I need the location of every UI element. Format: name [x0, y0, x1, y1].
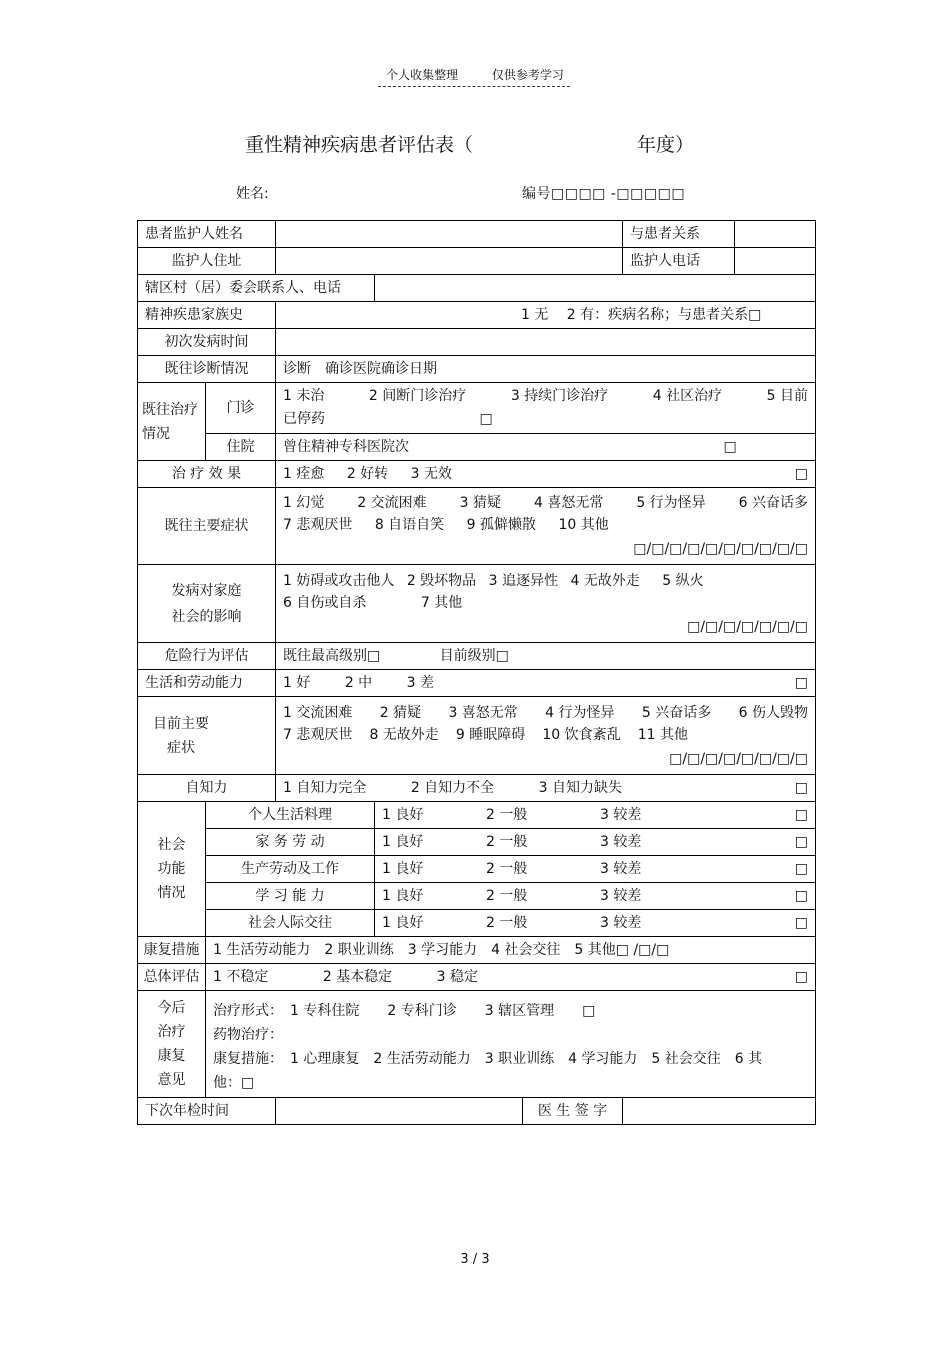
living-opt-1: 1 好 [283, 675, 311, 691]
guardian-addr-label: 监护人住址 [138, 248, 276, 275]
current-symptoms-checkboxes[interactable]: □/□/□/□/□/□/□/□ [669, 750, 808, 767]
inpatient-checkbox[interactable]: □ [723, 439, 737, 455]
guardian-name-field[interactable] [276, 221, 623, 248]
current-symptom-8: 8 无故外走 [369, 726, 439, 743]
current-symptom-7: 7 悲观厌世 [283, 726, 353, 743]
first-onset-field[interactable] [276, 329, 816, 356]
relation-label: 与患者关系 [623, 221, 735, 248]
social-item-name: 个人生活料理 [206, 802, 375, 829]
social-item-value[interactable] [375, 910, 816, 937]
current-symptom-10: 10 饮食紊乱 [542, 726, 621, 743]
past-symptom-7: 7 悲观厌世 [283, 517, 353, 533]
impact-opt-4: 4 无故外走 [570, 572, 640, 589]
code-label: 编号□□□□ -□□□□□ [522, 186, 686, 202]
social-item-name: 生产劳动及工作 [206, 856, 375, 883]
name-label: 姓名: [236, 186, 269, 202]
effect-value[interactable] [276, 461, 816, 488]
current-symptom-9: 9 睡眠障碍 [455, 726, 526, 743]
past-symptom-3: 3 猜疑 [459, 495, 502, 511]
living-checkbox[interactable]: □ [794, 675, 808, 691]
family-history-label: 精神疾患家族史 [138, 302, 276, 329]
insight-label: 自知力 [138, 775, 276, 802]
outpatient-label: 门诊 [206, 383, 276, 434]
social-checkbox[interactable]: □ [794, 915, 808, 931]
outpatient-value[interactable] [276, 383, 816, 434]
living-label: 生活和劳动能力 [138, 670, 276, 697]
future-medication: 药物治疗： [213, 1027, 283, 1043]
outpatient-opt-3: 3 持续门诊治疗 [510, 388, 609, 404]
social-item-name: 家 务 劳 动 [206, 829, 375, 856]
page-number: 3 / 3 [460, 1252, 490, 1267]
effect-opt-2: 2 好转 [346, 466, 389, 482]
social-checkbox[interactable]: □ [794, 807, 808, 823]
future-label-line3: 康复 [157, 1048, 186, 1064]
effect-label: 治 疗 效 果 [138, 461, 276, 488]
effect-checkbox[interactable]: □ [794, 466, 808, 482]
impact-label-line1: 发病对家庭 [171, 582, 242, 599]
social-opt-fair: 2 一般 [486, 807, 528, 823]
overall-label: 总体评估 [138, 964, 206, 991]
relation-field[interactable] [735, 221, 816, 248]
current-symptoms-label-line2: 症状 [167, 739, 195, 756]
social-label [138, 802, 206, 937]
social-checkbox[interactable]: □ [794, 834, 808, 850]
impact-label-line2: 社会的影响 [171, 608, 242, 625]
risk-value[interactable] [276, 643, 816, 670]
form-title [245, 130, 695, 157]
future-treatment-form: 治疗形式： 1 专科住院 2 专科门诊 3 辖区管理 □ [213, 1003, 596, 1019]
social-opt-poor: 3 较差 [600, 834, 642, 850]
inpatient-value[interactable] [276, 434, 816, 461]
current-symptom-6: 6 伤人毁物 [738, 704, 808, 721]
current-symptom-5: 5 兴奋话多 [641, 704, 712, 721]
social-opt-good: 1 良好 [382, 915, 424, 931]
impact-opt-5: 5 纵火 [662, 572, 704, 589]
treatment-label: 既往治疗情况 [138, 383, 206, 461]
future-label-line1: 今后 [157, 1000, 186, 1016]
guardian-phone-field[interactable] [735, 248, 816, 275]
past-symptom-2: 2 交流困难 [357, 495, 427, 511]
effect-opt-1: 1 痊愈 [283, 466, 325, 482]
insight-opt-3: 3 自知力缺失 [538, 780, 622, 796]
title-year: 年度） [637, 134, 695, 156]
insight-opt-1: 1 自知力完全 [283, 780, 367, 796]
social-item-value[interactable] [375, 856, 816, 883]
doctor-sign-field[interactable] [623, 1098, 816, 1125]
insight-value[interactable] [276, 775, 816, 802]
doctor-sign-label: 医 生 签 字 [523, 1098, 623, 1125]
future-label-line4: 意见 [157, 1072, 186, 1088]
current-symptom-4: 4 行为怪异 [545, 704, 615, 721]
social-opt-fair: 2 一般 [486, 888, 528, 904]
past-symptom-1: 1 幻觉 [283, 495, 325, 511]
social-item-value[interactable] [375, 802, 816, 829]
rehab-label: 康复措施 [138, 937, 206, 964]
social-opt-fair: 2 一般 [486, 915, 528, 931]
social-opt-fair: 2 一般 [486, 861, 528, 877]
past-symptom-9: 9 孤僻懒散 [466, 517, 536, 533]
outpatient-opt-2: 2 间断门诊治疗 [368, 388, 467, 404]
overall-checkbox[interactable]: □ [794, 969, 808, 985]
header-left: 个人收集整理 [386, 68, 459, 82]
impact-opt-2: 2 毁坏物品 [406, 572, 477, 589]
inpatient-label: 住院 [206, 434, 276, 461]
impact-opt-3: 3 追逐异性 [488, 572, 558, 589]
outpatient-options [283, 385, 808, 408]
social-label-line1: 社会 [157, 837, 186, 853]
first-onset-label: 初次发病时间 [138, 329, 276, 356]
risk-current-level: 目前级别□ [439, 648, 509, 664]
living-value[interactable] [276, 670, 816, 697]
past-symptom-10: 10 其他 [558, 517, 609, 533]
page-header [0, 66, 950, 83]
next-exam-field[interactable] [276, 1098, 523, 1125]
living-opt-2: 2 中 [344, 675, 373, 691]
outpatient-opt-1: 1 未治 [283, 388, 325, 404]
past-symptoms-value[interactable] [276, 488, 816, 565]
impact-checkboxes[interactable]: □/□/□/□/□/□/□ [687, 618, 808, 635]
social-checkbox[interactable]: □ [794, 861, 808, 877]
insight-opt-2: 2 自知力不全 [410, 780, 495, 796]
committee-field[interactable] [375, 275, 816, 302]
social-item-name: 社会人际交往 [206, 910, 375, 937]
current-symptom-3: 3 喜怒无常 [448, 704, 518, 721]
impact-opt-1: 1 妨碍或攻击他人 [283, 572, 395, 589]
family-history-value[interactable]: 1 无 2 有：疾病名称；与患者关系□ [276, 302, 816, 329]
social-opt-fair: 2 一般 [486, 834, 528, 850]
rehab-value[interactable]: 1 生活劳动能力 2 职业训练 3 学习能力 4 社会交往 5 其他□ /□/□ [206, 937, 816, 964]
past-symptom-5: 5 行为怪异 [636, 495, 706, 511]
current-symptom-1: 1 交流困难 [283, 704, 353, 721]
social-label-line2: 功能 [157, 861, 186, 877]
risk-label: 危险行为评估 [138, 643, 276, 670]
social-opt-good: 1 良好 [382, 834, 424, 850]
risk-past-level: 既往最高级别□ [283, 648, 381, 664]
current-symptoms-label-line1: 目前主要 [153, 715, 209, 732]
insight-checkbox[interactable]: □ [794, 780, 808, 796]
impact-label [138, 565, 276, 643]
guardian-name-label: 患者监护人姓名 [138, 221, 276, 248]
guardian-addr-field[interactable] [276, 248, 623, 275]
living-opt-3: 3 差 [406, 675, 434, 691]
past-symptom-6: 6 兴奋话多 [738, 495, 808, 511]
effect-opt-3: 3 无效 [410, 466, 452, 482]
past-symptom-4: 4 喜怒无常 [533, 495, 604, 511]
guardian-phone-label: 监护人电话 [623, 248, 735, 275]
social-opt-poor: 3 较差 [600, 861, 642, 877]
outpatient-checkbox[interactable]: □ [479, 411, 493, 427]
social-item-name: 学 习 能 力 [206, 883, 375, 910]
committee-label: 辖区村（居）委会联系人、电话 [138, 275, 375, 302]
social-opt-poor: 3 较差 [600, 807, 642, 823]
header-divider [378, 86, 570, 87]
future-value[interactable] [206, 991, 816, 1098]
header-right: 仅供参考学习 [491, 68, 564, 82]
past-symptoms-checkboxes[interactable]: □/□/□/□/□/□/□/□/□/□ [633, 541, 808, 557]
overall-opt-2: 2 基本稳定 [322, 969, 393, 985]
current-symptom-2: 2 猜疑 [379, 704, 422, 721]
impact-value[interactable] [276, 565, 816, 643]
social-item-value[interactable] [375, 829, 816, 856]
social-item-value[interactable] [375, 883, 816, 910]
next-exam-label: 下次年检时间 [138, 1098, 276, 1125]
title-main: 重性精神疾病患者评估表（ [245, 134, 474, 156]
diagnosis-value[interactable]: 诊断 确诊医院确诊日期 [276, 356, 816, 383]
social-opt-good: 1 良好 [382, 807, 424, 823]
past-symptoms-label: 既往主要症状 [138, 488, 276, 565]
outpatient-opt-5: 5 目前 [766, 388, 808, 404]
outpatient-opt-4: 4 社区治疗 [652, 388, 723, 404]
current-symptom-11: 11 其他 [637, 726, 688, 743]
assessment-table [137, 220, 816, 1125]
inpatient-text: 曾住精神专科医院次 [283, 439, 409, 455]
social-opt-poor: 3 较差 [600, 915, 642, 931]
social-opt-good: 1 良好 [382, 888, 424, 904]
future-label [138, 991, 206, 1098]
future-rehab-other: 他：□ [213, 1075, 255, 1091]
impact-opt-6: 6 自伤或自杀 [283, 594, 367, 611]
overall-value[interactable] [206, 964, 816, 991]
social-checkbox[interactable]: □ [794, 888, 808, 904]
current-symptoms-label [138, 697, 276, 775]
overall-opt-1: 1 不稳定 [213, 969, 269, 985]
impact-opt-7: 7 其他 [420, 594, 463, 611]
current-symptoms-value[interactable] [276, 697, 816, 775]
outpatient-line2: 已停药 [283, 411, 325, 427]
social-label-line3: 情况 [157, 885, 186, 901]
future-rehab: 康复措施： 1 心理康复 2 生活劳动能力 3 职业训练 4 学习能力 5 社会交往 6 其 [213, 1051, 763, 1067]
past-symptom-8: 8 自语自笑 [374, 517, 445, 533]
diagnosis-label: 既往诊断情况 [138, 356, 276, 383]
overall-opt-3: 3 稳定 [436, 969, 478, 985]
social-opt-poor: 3 较差 [600, 888, 642, 904]
future-label-line2: 治疗 [157, 1024, 186, 1040]
social-opt-good: 1 良好 [382, 861, 424, 877]
